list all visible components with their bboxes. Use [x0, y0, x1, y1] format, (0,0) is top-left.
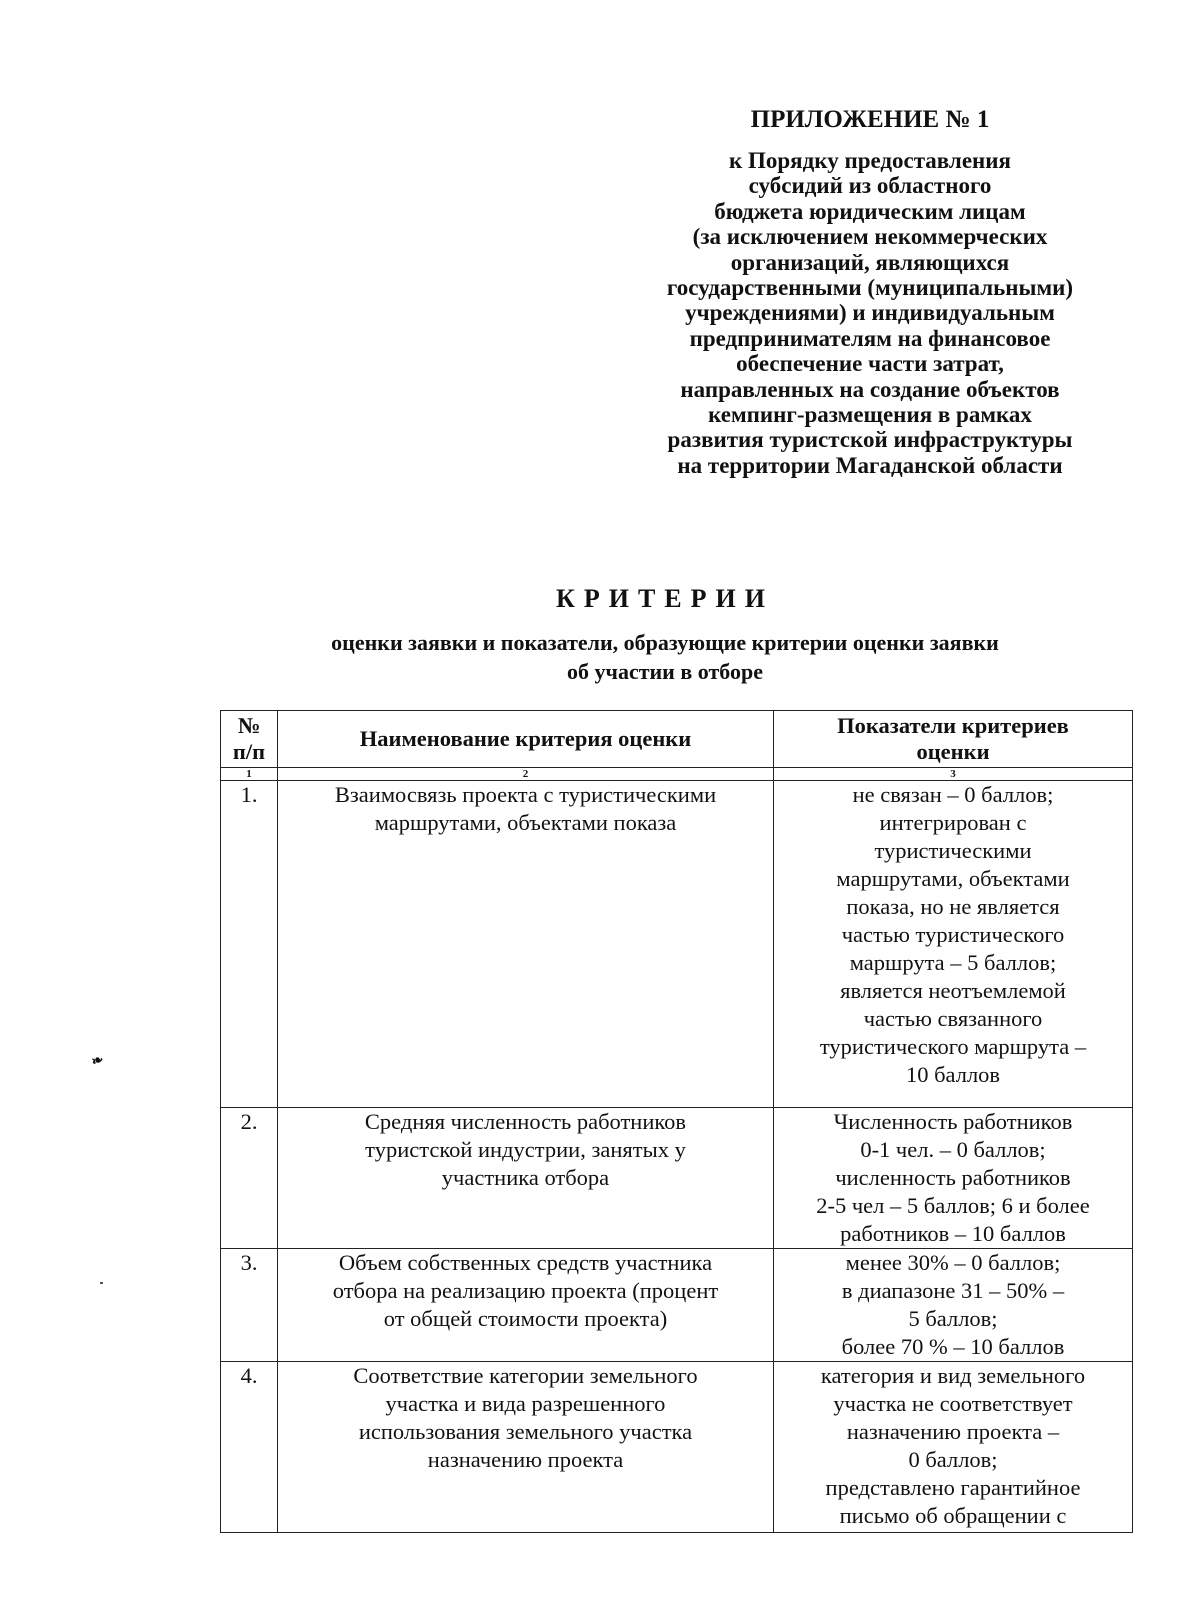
- table-row: [221, 1108, 1133, 1249]
- text-line: 0-1 чел. – 0 баллов;: [860, 1137, 1046, 1162]
- text-line: Средняя численность работников: [364, 1109, 687, 1134]
- subtitle-line: об участии в отборе: [567, 659, 763, 684]
- table-row: [221, 781, 1133, 1108]
- text-line: участника отбора: [441, 1165, 610, 1190]
- text-line: маршрутами, объектами показа: [374, 810, 677, 835]
- row-number: 4.: [221, 1362, 278, 1533]
- appendix-line: предпринимателям на финансовое: [689, 325, 1051, 351]
- text-line: маршрута – 5 баллов;: [849, 950, 1057, 975]
- criterion-name: [278, 1108, 774, 1249]
- header-num: [221, 711, 278, 768]
- text-line: использования земельного участка: [358, 1419, 693, 1444]
- text-line: отбора на реализацию проекта (процент: [332, 1278, 719, 1303]
- appendix-line: к Порядку предоставления: [729, 148, 1011, 173]
- header-num-line: №: [237, 713, 261, 738]
- text-line: туристическими: [874, 838, 1032, 863]
- appendix-title: ПРИЛОЖЕНИЕ № 1: [750, 106, 990, 133]
- appendix-line: государственными (муниципальными): [666, 275, 1074, 301]
- scan-speck: [100, 1282, 103, 1284]
- appendix-line: организаций, являющихся: [730, 249, 1010, 275]
- text-line: более 70 % – 10 баллов: [841, 1334, 1065, 1359]
- row-number: 2.: [221, 1108, 278, 1249]
- text-line: назначению проекта: [427, 1447, 624, 1472]
- text-line: маршрутами, объектами: [836, 866, 1070, 891]
- criterion-indicators: [774, 1108, 1133, 1249]
- criterion-name: [278, 1249, 774, 1362]
- header-name: Наименование критерия оценки: [278, 711, 774, 768]
- row-number: 3.: [221, 1249, 278, 1362]
- text-line: 2-5 чел – 5 баллов; 6 и более: [816, 1193, 1090, 1218]
- text-line: частью связанного: [863, 1006, 1043, 1031]
- text-line: туристской индустрии, занятых у: [365, 1137, 686, 1162]
- appendix-line: (за исключением некоммерческих: [692, 224, 1048, 250]
- criterion-indicators: [774, 781, 1133, 1108]
- text-line: туристического маршрута –: [819, 1034, 1087, 1059]
- criterion-indicators: [774, 1249, 1133, 1362]
- criteria-table: [220, 710, 1133, 1533]
- column-number-row: [221, 768, 1133, 781]
- text-line: Взаимосвязь проекта с туристическими: [334, 782, 717, 807]
- criterion-name: [278, 781, 774, 1108]
- text-line: 5 баллов;: [908, 1306, 998, 1331]
- scan-ink-mark: ❧: [89, 1052, 106, 1071]
- row-number: 1.: [221, 781, 278, 1108]
- text-line: численность работников: [835, 1165, 1071, 1190]
- text-line: участка не соответствует: [833, 1391, 1073, 1416]
- column-number: 1: [221, 768, 278, 781]
- text-line: является неотъемлемой: [840, 978, 1066, 1003]
- text-line: назначению проекта –: [846, 1419, 1060, 1444]
- appendix-line: бюджета юридическим лицам: [714, 198, 1026, 224]
- text-line: Соответствие категории земельного: [353, 1363, 698, 1388]
- table-row: [221, 1362, 1133, 1533]
- text-line: не связан – 0 баллов;: [852, 782, 1054, 807]
- text-line: интегрирован с: [879, 810, 1027, 835]
- text-line: участка и вида разрешенного: [385, 1391, 666, 1416]
- text-line: 0 баллов;: [908, 1447, 998, 1472]
- criterion-indicators: [774, 1362, 1133, 1533]
- appendix-line: субсидий из областного: [748, 173, 992, 199]
- subtitle-line: оценки заявки и показатели, образующие критерии оценки заявки: [331, 630, 999, 655]
- appendix-line: обеспечение части затрат,: [736, 351, 1004, 377]
- text-line: частью туристического: [841, 922, 1065, 947]
- text-line: менее 30% – 0 баллов;: [845, 1250, 1061, 1275]
- criterion-name: [278, 1362, 774, 1533]
- text-line: работников – 10 баллов: [840, 1221, 1066, 1246]
- header-indicators: [774, 711, 1133, 768]
- column-number: 3: [774, 768, 1133, 781]
- table-row: [221, 1249, 1133, 1362]
- table-header-row: [221, 711, 1133, 768]
- header-indicators-line: оценки: [916, 739, 990, 764]
- criteria-title: КРИТЕРИИ: [556, 584, 774, 613]
- text-line: письмо об обращении с: [839, 1503, 1067, 1528]
- appendix-line: направленных на создание объектов: [680, 376, 1060, 402]
- appendix-header: [620, 104, 1120, 478]
- criteria-subtitle: [0, 628, 1200, 686]
- header-indicators-line: Показатели критериев: [837, 713, 1069, 738]
- text-line: в диапазоне 31 – 50% –: [841, 1278, 1065, 1303]
- text-line: 10 баллов: [905, 1062, 1001, 1087]
- text-line: от общей стоимости проекта): [383, 1306, 668, 1331]
- column-number: 2: [278, 768, 774, 781]
- appendix-line: учреждениями) и индивидуальным: [685, 300, 1055, 326]
- appendix-line: кемпинг-размещения в рамках: [708, 402, 1032, 428]
- text-line: показа, но не является: [846, 894, 1060, 919]
- appendix-line: на территории Магаданской области: [677, 452, 1063, 478]
- text-line: категория и вид земельного: [820, 1363, 1086, 1388]
- appendix-line: развития туристской инфраструктуры: [667, 427, 1073, 453]
- header-num-line: п/п: [232, 739, 266, 764]
- text-line: представлено гарантийное: [825, 1475, 1081, 1500]
- text-line: Объем собственных средств участника: [338, 1250, 713, 1275]
- text-line: Численность работников: [833, 1109, 1073, 1134]
